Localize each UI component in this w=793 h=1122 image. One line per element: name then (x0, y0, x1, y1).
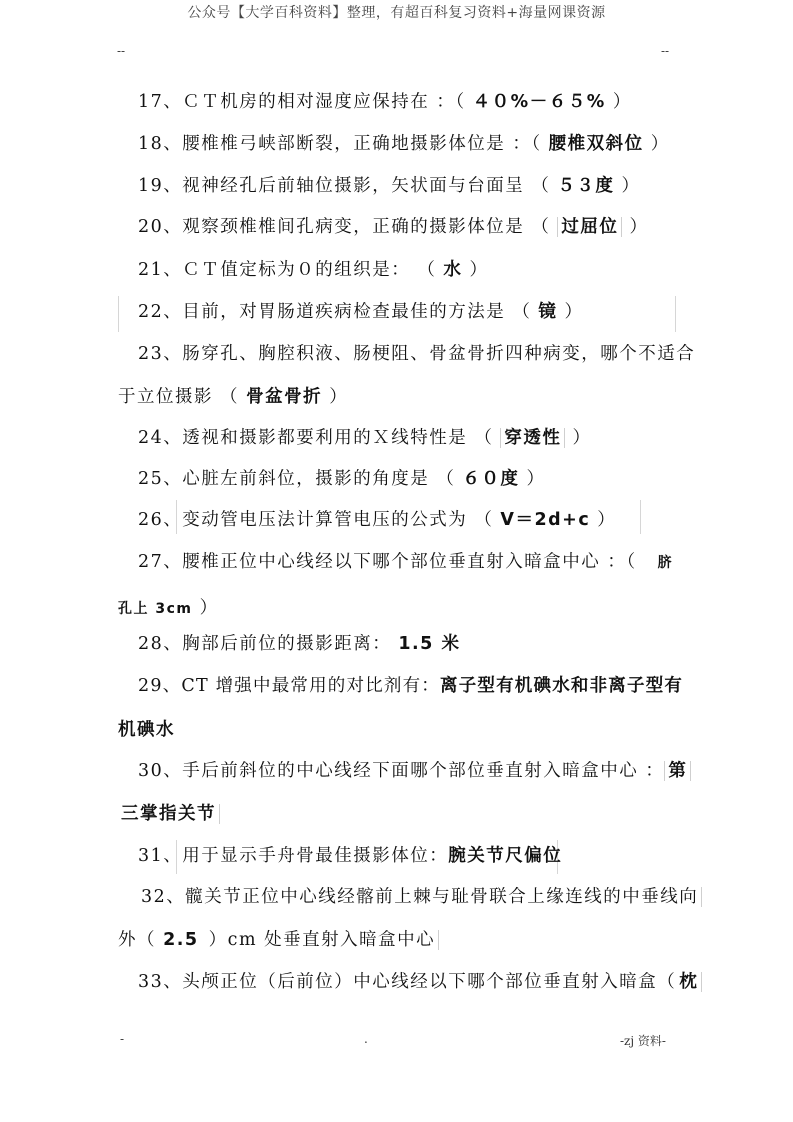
list-item: 于立位摄影 （ 骨盆骨折 ） (118, 387, 349, 407)
top-banner: 公众号【大学百科资料】整理，有超百科复习资料+海量网课资源 (187, 5, 606, 21)
list-item: 22、目前，对胃肠道疾病检查最佳的方法是 （ 镜 ） (138, 302, 584, 322)
list-item: 33、头颅正位（后前位）中心线经以下哪个部位垂直射入暗盒（ 枕 (138, 968, 702, 993)
list-item: 31、用于显示手舟骨最佳摄影体位：腕关节尺偏位 (138, 846, 563, 866)
list-item: 20、观察颈椎椎间孔病变，正确的摄影体位是 （ 过屈位 ） (138, 217, 649, 237)
list-item: 24、透视和摄影都要利用的Ｘ线特性是 （ 穿透性 ） (138, 428, 592, 448)
list-item: 18、腰椎椎弓峡部断裂，正确地摄影体位是 ：（ 腰椎双斜位 ） (138, 134, 670, 154)
footer-source-label: -zj 资料- (620, 1034, 666, 1048)
left-page-mark: -- (117, 44, 126, 58)
list-item: 机碘水 (118, 720, 175, 740)
list-item: 孔上 3cm ） (118, 598, 219, 618)
list-item: 26、变动管电压法计算管电压的公式为 （ V＝2d+c ） (138, 510, 617, 530)
list-item: 21、ＣＴ值定标为０的组织是： （ 水 ） (138, 260, 489, 280)
list-item: 28、胸部后前位的摄影距离： 1.5 米 (138, 634, 461, 654)
footer-left-mark: - (120, 1032, 125, 1046)
list-item: 32、髋关节正位中心线经髂前上棘与耻骨联合上缘连线的中垂线向 (138, 883, 702, 908)
footer-center-mark: . (364, 1032, 368, 1046)
list-item: 29、CT 增强中最常用的对比剂有：离子型有机碘水和非离子型有 (138, 676, 684, 696)
list-item: 30、手后前斜位的中心线经下面哪个部位垂直射入暗盒中心 ： 第 (138, 757, 691, 782)
list-item: 外（ 2.5 ）cm 处垂直射入暗盒中心 (118, 926, 439, 951)
list-item: 三掌指关节 (118, 800, 220, 825)
list-item: 23、肠穿孔、胸腔积液、肠梗阻、骨盆骨折四种病变，哪个不适合 (138, 344, 696, 364)
list-item: 17、ＣＴ机房的相对湿度应保持在 ：（ ４０%－６５% ） (138, 92, 632, 112)
list-item: 19、视神经孔后前轴位摄影，矢状面与台面呈 （ ５３度 ） (138, 176, 641, 196)
list-item: 25、心脏左前斜位，摄影的角度是 （ ６０度 ） (138, 469, 546, 489)
right-page-mark: -- (661, 44, 670, 58)
list-item: 27、腰椎正位中心线经以下哪个部位垂直射入暗盒中心 ：（ 脐 (138, 552, 674, 572)
